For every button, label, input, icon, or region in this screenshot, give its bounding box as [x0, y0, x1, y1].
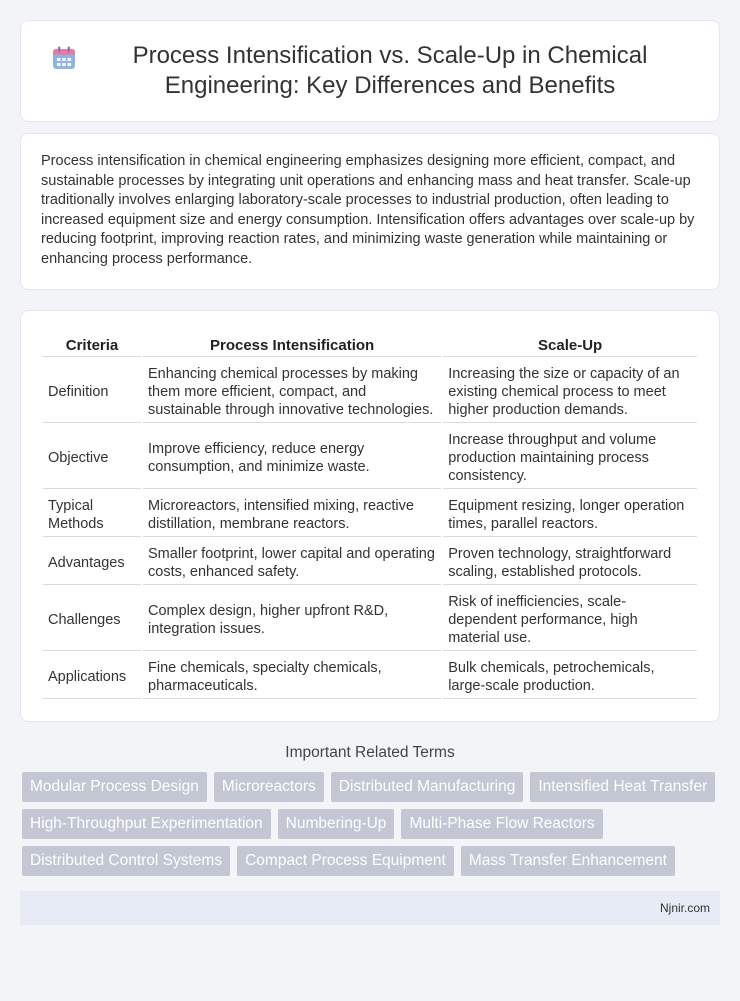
- related-terms-list: [22, 772, 718, 876]
- column-header-scale-up: Scale-Up: [443, 333, 697, 357]
- table-row: [43, 539, 697, 585]
- related-term-tag[interactable]: Compact Process Equipment: [237, 846, 454, 876]
- intro-text: Process intensification in chemical engineering emphasizes designing more efficient, compact, and sustainable processes by integrating unit operations and enhancing mass and heat transfer. Scale-up traditionally involves enlarging laboratory-scale processes to industrial production, often leading to increased equipment size and energy consumption. Intensification offers advantages over scale-up by reducing footprint, improving reaction rates, and minimizing waste generation while maintaining or enhancing process performance.: [41, 153, 695, 267]
- related-terms-title: Important Related Terms: [285, 744, 455, 761]
- table-row: [43, 425, 697, 489]
- related-term-tag[interactable]: Mass Transfer Enhancement: [461, 846, 675, 876]
- row-process-intensification: Fine chemicals, specialty chemicals, pharmaceuticals.: [143, 653, 441, 699]
- footer: [20, 891, 720, 925]
- row-criteria: Typical Methods: [43, 491, 141, 537]
- title-card: [20, 20, 720, 122]
- row-scale-up: Proven technology, straightforward scaling, established protocols.: [443, 539, 697, 585]
- related-term-tag[interactable]: Numbering-Up: [278, 809, 395, 839]
- related-term-tag[interactable]: Distributed Manufacturing: [331, 772, 524, 802]
- footer-site-label: Njnir.com: [659, 901, 710, 915]
- row-scale-up: Increase throughput and volume production maintaining process consistency.: [443, 425, 697, 489]
- column-header-process-intensification: Process Intensification: [143, 333, 441, 357]
- row-criteria: Objective: [43, 425, 141, 489]
- comparison-table: [41, 331, 699, 701]
- column-header-criteria: Criteria: [43, 333, 141, 357]
- related-term-tag[interactable]: Multi-Phase Flow Reactors: [401, 809, 602, 839]
- row-process-intensification: Improve efficiency, reduce energy consumption, and minimize waste.: [143, 425, 441, 489]
- row-process-intensification: Microreactors, intensified mixing, reactive distillation, membrane reactors.: [143, 491, 441, 537]
- calendar-icon: [51, 45, 77, 71]
- related-term-tag[interactable]: Modular Process Design: [22, 772, 207, 802]
- related-term-tag[interactable]: Intensified Heat Transfer: [530, 772, 715, 802]
- related-term-tag[interactable]: High-Throughput Experimentation: [22, 809, 271, 839]
- related-term-tag[interactable]: Distributed Control Systems: [22, 846, 230, 876]
- table-row: [43, 491, 697, 537]
- row-process-intensification: Complex design, higher upfront R&D, integration issues.: [143, 587, 441, 651]
- table-row: [43, 653, 697, 699]
- table-row: [43, 359, 697, 423]
- related-term-tag[interactable]: Microreactors: [214, 772, 324, 802]
- comparison-table-card: [20, 310, 720, 722]
- row-scale-up: Increasing the size or capacity of an existing chemical process to meet higher production demands.: [443, 359, 697, 423]
- row-criteria: Advantages: [43, 539, 141, 585]
- row-criteria: Definition: [43, 359, 141, 423]
- row-criteria: Challenges: [43, 587, 141, 651]
- row-process-intensification: Enhancing chemical processes by making them more efficient, compact, and sustainable through innovative technologies.: [143, 359, 441, 423]
- row-criteria: Applications: [43, 653, 141, 699]
- row-process-intensification: Smaller footprint, lower capital and operating costs, enhanced safety.: [143, 539, 441, 585]
- intro-card: [20, 133, 720, 290]
- title-wrap: [51, 41, 689, 101]
- table-header-row: [43, 333, 697, 357]
- page-title: Process Intensification vs. Scale-Up in Chemical Engineering: Key Differences and Benefits: [132, 42, 648, 99]
- row-scale-up: Bulk chemicals, petrochemicals, large-scale production.: [443, 653, 697, 699]
- table-row: [43, 587, 697, 651]
- row-scale-up: Equipment resizing, longer operation times, parallel reactors.: [443, 491, 697, 537]
- row-scale-up: Risk of inefficiencies, scale-dependent performance, high material use.: [443, 587, 697, 651]
